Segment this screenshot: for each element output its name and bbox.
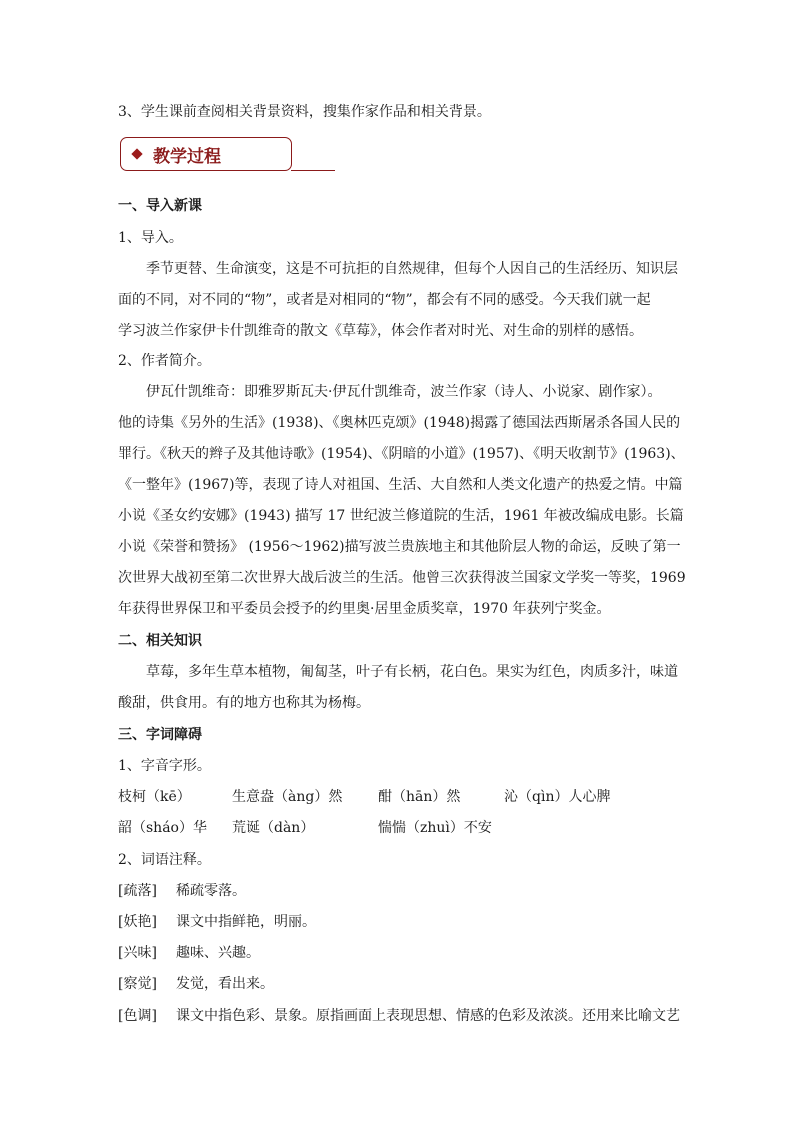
paragraph-line: 他的诗集《另外的生活》(1938)、《奥林匹克颂》(1948)揭露了德国法西斯屠杀各国人民的 — [118, 415, 681, 431]
item-label: 2、作者简介。 — [118, 353, 211, 369]
pronunciation-entry: 枝柯（kē） — [118, 789, 191, 805]
glossary-term: [察觉] — [118, 976, 157, 992]
glossary-term: [兴味] — [118, 945, 157, 961]
paragraph-line: 草莓，多年生草本植物，匍匐茎，叶子有长柄，花白色。果实为红色，肉质多汁，味道 — [146, 664, 678, 680]
paragraph-line: 季节更替、生命演变，这是不可抗拒的自然规律，但每个人因自己的生活经历、知识层 — [146, 261, 678, 277]
item-label: 2、词语注释。 — [118, 852, 211, 868]
glossary-term: [疏落] — [118, 883, 157, 899]
diamond-icon — [131, 148, 142, 159]
paragraph-line: 酸甜，供食用。有的地方也称其为杨梅。 — [118, 695, 370, 711]
paragraph-line: 面的不同，对不同的“物”，或者是对相同的“物”，都会有不同的感受。今天我们就一起 — [118, 292, 651, 308]
section-heading-3: 三、字词障碍 — [118, 727, 202, 743]
glossary-definition: 趣味、兴趣。 — [176, 945, 260, 961]
section-banner — [120, 137, 292, 171]
paragraph-line: 《一整年》(1967)等，表现了诗人对祖国、生活、大自然和人类文化遗产的热爱之情。中篇 — [118, 477, 683, 493]
glossary-term: [妖艳] — [118, 914, 157, 930]
glossary-definition: 发觉，看出来。 — [176, 976, 274, 992]
pronunciation-entry: 荒诞（dàn） — [232, 820, 315, 836]
glossary-definition: 课文中指色彩、景象。原指画面上表现思想、情感的色彩及浓淡。还用来比喻文艺 — [176, 1008, 680, 1024]
glossary-definition: 稀疏零落。 — [176, 883, 246, 899]
paragraph-line: 伊瓦什凯维奇：即雅罗斯瓦夫·伊瓦什凯维奇，波兰作家（诗人、小说家、剧作家）。 — [146, 384, 662, 400]
pronunciation-entry: 沁（qìn）人心脾 — [504, 789, 611, 805]
banner-title: 教学过程 — [153, 146, 221, 167]
section-heading-2: 二、相关知识 — [118, 633, 202, 649]
paragraph-line: 小说《圣女约安娜》(1943) 描写 17 世纪波兰修道院的生活，1961 年被改编成电影。长篇 — [118, 508, 684, 524]
prep-item-3: 3、学生课前查阅相关背景资料，搜集作家作品和相关背景。 — [118, 104, 491, 120]
section-heading-1: 一、导入新课 — [118, 198, 202, 214]
glossary-definition: 课文中指鲜艳，明丽。 — [176, 914, 316, 930]
banner-underline — [291, 170, 335, 171]
pronunciation-entry: 惴惴（zhuì）不安 — [378, 820, 492, 836]
pronunciation-entry: 酣（hān）然 — [378, 789, 461, 805]
paragraph-line: 小说《荣誉和赞扬》 (1956～1962)描写波兰贵族地主和其他阶层人物的命运，反映了第一 — [118, 539, 681, 555]
pronunciation-entry: 生意盎（àng）然 — [232, 789, 343, 805]
item-label: 1、字音字形。 — [118, 758, 211, 774]
glossary-term: [色调] — [118, 1008, 157, 1024]
paragraph-line: 学习波兰作家伊卡什凯维奇的散文《草莓》，体会作者对时光、对生命的别样的感悟。 — [118, 323, 643, 339]
paragraph-line: 罪行。《秋天的辫子及其他诗歌》(1954)、《阴暗的小道》(1957)、《明天收割节》(1963)、 — [118, 446, 685, 462]
item-label: 1、导入。 — [118, 230, 183, 246]
paragraph-line: 次世界大战初至第二次世界大战后波兰的生活。他曾三次获得波兰国家文学奖一等奖，1969 — [118, 570, 686, 586]
pronunciation-entry: 韶（sháo）华 — [118, 820, 207, 836]
paragraph-line: 年获得世界保卫和平委员会授予的约里奥·居里金质奖章，1970 年获列宁奖金。 — [118, 601, 611, 617]
